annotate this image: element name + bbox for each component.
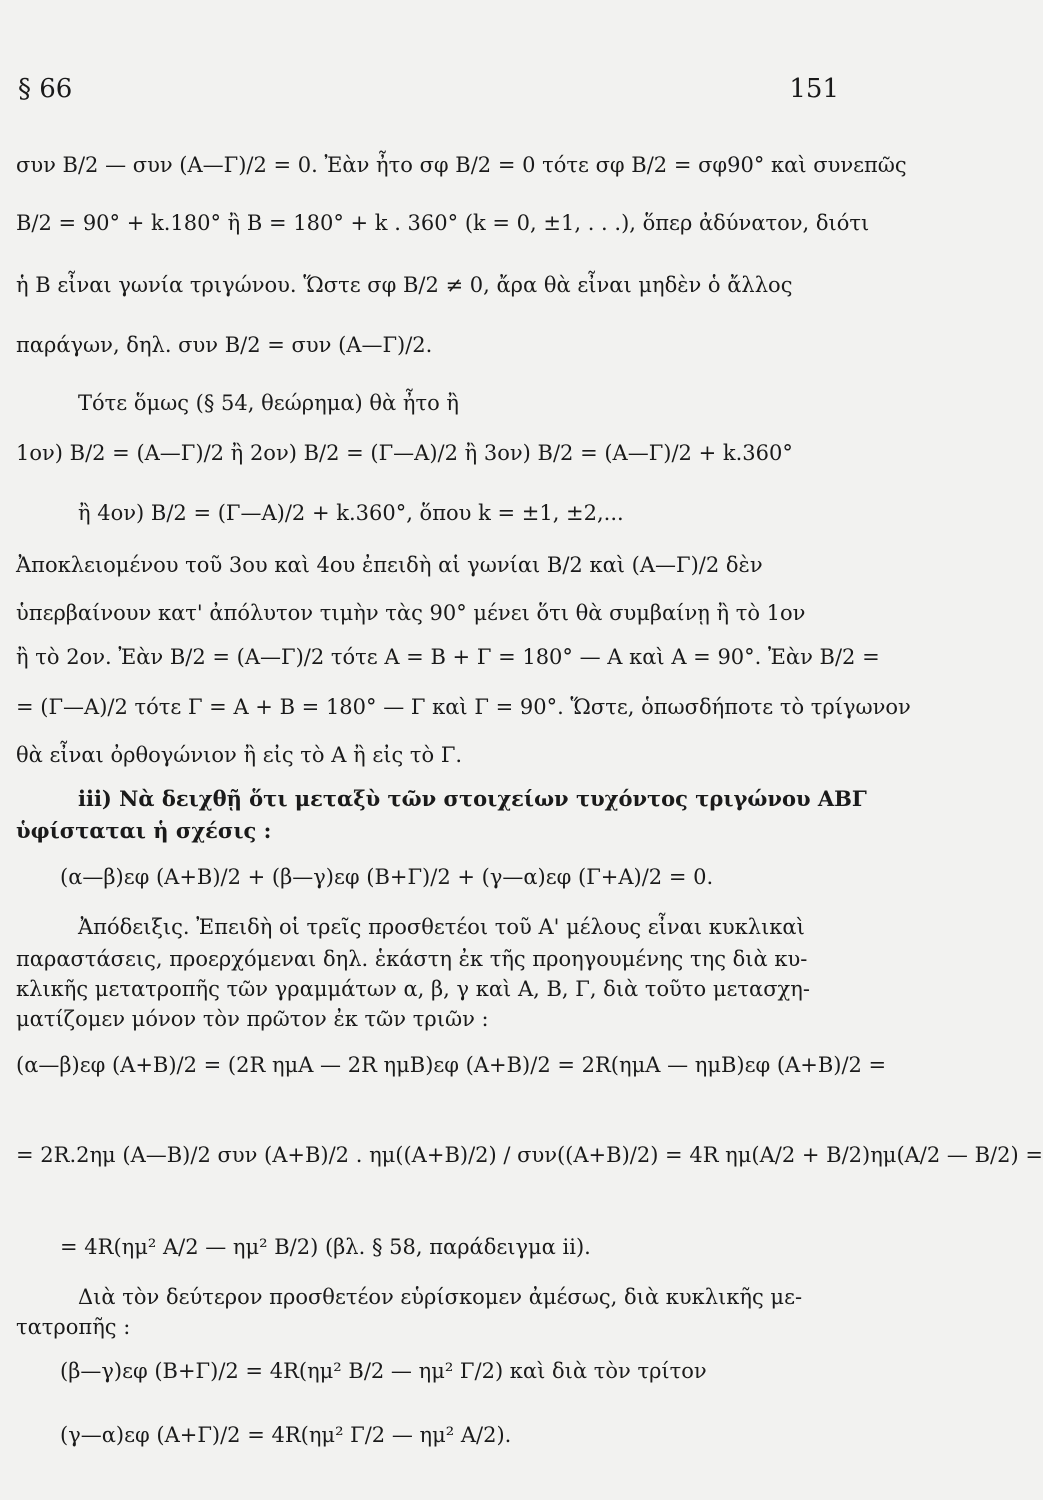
text-line: ἢ τὸ 2ον. Ἐὰν B/2 = (Α—Γ)/2 τότε Α = Β + Γ = 180° — Α καὶ Α = 90°. Ἐὰν B/2 =	[16, 645, 880, 669]
problem-statement: ὑφίσταται ἡ σχέσις :	[16, 818, 272, 843]
equation-line: = 2R.2ημ (Α—Β)/2 συν (Α+Β)/2 . ημ((Α+Β)/2) / συν((Α+Β)/2) = 4R ημ(Α/2 + Β/2)ημ(Α/2 — Β/2) =	[16, 1143, 1043, 1167]
equation-line: (β—γ)εφ (Β+Γ)/2 = 4R(ημ² Β/2 — ημ² Γ/2) καὶ διὰ τὸν τρίτον	[60, 1359, 707, 1383]
proof-heading-line: Ἀπόδειξις. Ἐπειδὴ οἱ τρεῖς προσθετέοι τοῦ Α' μέλους εἶναι κυκλικαὶ	[78, 915, 805, 939]
equation-line: 1ον) B/2 = (Α—Γ)/2 ἢ 2ον) B/2 = (Γ—Α)/2 ἢ 3ον) B/2 = (Α—Γ)/2 + k.360°	[16, 441, 793, 465]
equation-line: = 4R(ημ² Α/2 — ημ² Β/2) (βλ. § 58, παράδειγμα ii).	[60, 1235, 591, 1259]
text-line: Διὰ τὸν δεύτερον προσθετέον εὑρίσκομεν ἀμέσως, διὰ κυκλικῆς με-	[78, 1285, 803, 1309]
text-line: ὑπερβαίνουν κατ' ἀπόλυτον τιμὴν τὰς 90° μένει ὅτι θὰ συμβαίνῃ ἢ τὸ 1ον	[16, 601, 806, 625]
text-line: ματίζομεν μόνον τὸν πρῶτον ἐκ τῶν τριῶν :	[16, 1007, 489, 1031]
text-line: τατροπῆς :	[16, 1315, 131, 1339]
text-line: παράγων, δηλ. συν B/2 = συν (Α—Γ)/2.	[16, 333, 433, 357]
page-number: 151	[789, 74, 839, 104]
text-line: παραστάσεις, προερχόμεναι δηλ. ἑκάστη ἐκ τῆς προηγουμένης της διὰ κυ-	[16, 947, 808, 971]
equation-line: (α—β)εφ (Α+Β)/2 + (β—γ)εφ (Β+Γ)/2 + (γ—α)εφ (Γ+Α)/2 = 0.	[60, 865, 714, 889]
text-line: ἡ B εἶναι γωνία τριγώνου. Ὥστε σφ B/2 ≠ 0, ἄρα θὰ εἶναι μηδὲν ὁ ἄλλος	[16, 273, 793, 297]
equation-line: (γ—α)εφ (Α+Γ)/2 = 4R(ημ² Γ/2 — ημ² Α/2).	[60, 1423, 512, 1447]
text-line: Τότε ὅμως (§ 54, θεώρημα) θὰ ἦτο ἢ	[78, 391, 459, 415]
equation-line: (α—β)εφ (Α+Β)/2 = (2R ημΑ — 2R ημΒ)εφ (Α+Β)/2 = 2R(ημΑ — ημΒ)εφ (Α+Β)/2 =	[16, 1053, 887, 1077]
text-line: = (Γ—Α)/2 τότε Γ = Α + Β = 180° — Γ καὶ Γ = 90°. Ὥστε, ὁπωσδήποτε τὸ τρίγωνον	[16, 695, 911, 719]
text-line: θὰ εἶναι ὀρθογώνιον ἢ εἰς τὸ Α ἢ εἰς τὸ Γ.	[16, 743, 463, 767]
text-line: Ἀποκλειομένου τοῦ 3ου καὶ 4ου ἐπειδὴ αἱ γωνίαι B/2 καὶ (Α—Γ)/2 δὲν	[16, 553, 763, 577]
text-line: συν B/2 — συν (Α—Γ)/2 = 0. Ἐὰν ἦτο σφ B/2 = 0 τότε σφ B/2 = σφ90° καὶ συνεπῶς	[16, 153, 907, 177]
text-line: κλικῆς μετατροπῆς τῶν γραμμάτων α, β, γ καὶ Α, Β, Γ, διὰ τοῦτο μετασχη-	[16, 977, 810, 1001]
problem-statement: iii) Νὰ δειχθῇ ὅτι μεταξὺ τῶν στοιχείων τυχόντος τριγώνου ΑΒΓ	[78, 786, 867, 811]
text-line: B/2 = 90° + k.180° ἢ B = 180° + k . 360° (k = 0, ±1, . . .), ὅπερ ἀδύνατον, διότι	[16, 211, 870, 235]
section-number: § 66	[18, 74, 73, 104]
equation-line: ἢ 4ον) B/2 = (Γ—Α)/2 + k.360°, ὅπου k = ±1, ±2,...	[78, 501, 624, 525]
